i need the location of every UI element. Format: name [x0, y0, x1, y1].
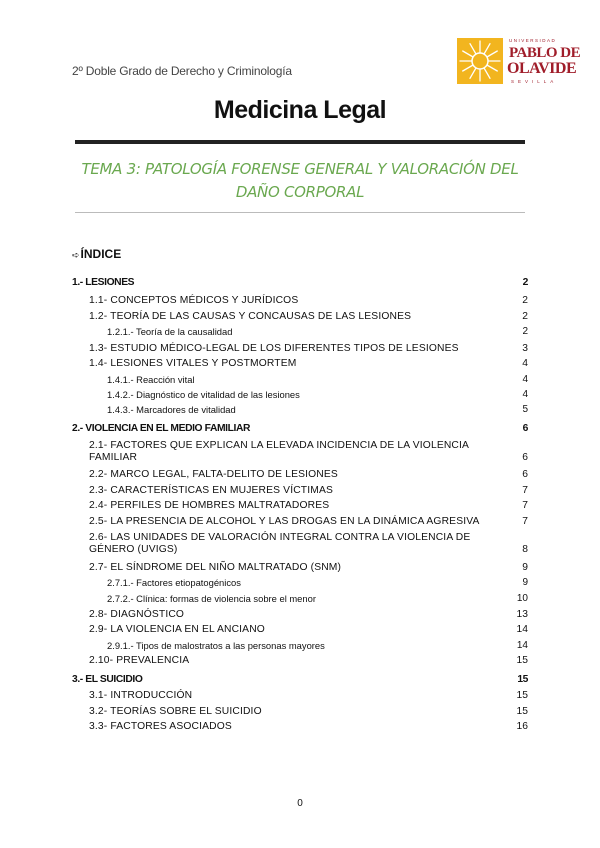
toc-entry-page: 9: [522, 562, 528, 573]
toc-entry[interactable]: [72, 721, 528, 733]
toc-entry-page: 15: [516, 706, 528, 717]
toc-entry[interactable]: [72, 593, 528, 605]
index-heading-text: ÍNDICE: [80, 247, 122, 261]
toc-entry[interactable]: [72, 690, 528, 702]
arrow-bullet-icon: ➪: [72, 250, 80, 260]
toc-entry[interactable]: [72, 562, 528, 574]
toc-entry[interactable]: [72, 423, 528, 435]
toc-entry[interactable]: [72, 577, 528, 589]
toc-entry[interactable]: [72, 655, 528, 667]
logo-line2: OLAVIDE: [507, 60, 577, 77]
sun-emblem-icon: [457, 38, 503, 84]
toc-entry-page: 2: [522, 311, 528, 322]
toc-entry-title: 1.2- TEORÍA DE LAS CAUSAS Y CONCAUSAS DE LAS LESIONES: [89, 311, 412, 322]
toc-entry-page: 3: [522, 343, 528, 354]
page-number: 0: [297, 798, 303, 809]
toc-entry-title: 2.7.1.- Factores etiopatogénicos: [107, 577, 241, 588]
university-logo: [457, 36, 581, 92]
toc-entry-title: 2.4- PERFILES DE HOMBRES MALTRATADORES: [89, 500, 330, 511]
toc-entry[interactable]: [72, 311, 528, 323]
toc-entry-title: 2.6- LAS UNIDADES DE VALORACIÓN INTEGRAL CONTRA LA VIOLENCIA DE GÉNERO (UVIGS): [89, 532, 471, 555]
toc-entry-page: 4: [522, 389, 528, 400]
toc-entry-title: 3.- EL SUICIDIO: [72, 674, 143, 685]
document-title: Medicina Legal: [213, 96, 387, 124]
toc-entry-title: 2.10- PREVALENCIA: [89, 655, 190, 666]
toc-entry[interactable]: [72, 295, 528, 307]
toc-entry-title: 2.2- MARCO LEGAL, FALTA-DELITO DE LESIONES: [89, 469, 338, 480]
toc-entry-title: 1.4- LESIONES VITALES Y POSTMORTEM: [89, 358, 297, 369]
toc-entry-page: 10: [516, 593, 528, 604]
toc-entry-title: 1.4.2.- Diagnóstico de vitalidad de las lesiones: [107, 389, 300, 400]
toc-entry-title: 2.- VIOLENCIA EN EL MEDIO FAMILIAR: [72, 423, 251, 434]
toc-entry-page: 15: [517, 674, 528, 685]
toc-entry-title: 1.1- CONCEPTOS MÉDICOS Y JURÍDICOS: [89, 295, 299, 306]
toc-entry-page: 2: [522, 326, 528, 337]
topic-heading: TEMA 3: PATOLOGÍA FORENSE GENERAL Y VALORACIÓN DEL DAÑO CORPORAL: [81, 160, 519, 201]
toc-entry[interactable]: [72, 440, 528, 464]
toc-entry[interactable]: [72, 516, 528, 528]
toc-entry-page: 15: [516, 690, 528, 701]
toc-entry[interactable]: [72, 277, 528, 289]
toc-entry[interactable]: [72, 485, 528, 497]
toc-entry[interactable]: [72, 609, 528, 621]
toc-entry[interactable]: [72, 389, 528, 401]
toc-entry-title: 1.- LESIONES: [72, 277, 135, 288]
toc-entry-title: 1.2.1.- Teoría de la causalidad: [107, 326, 233, 337]
course-subtitle: 2º Doble Grado de Derecho y Criminología: [72, 64, 292, 78]
toc-entry-title: 2.9.1.- Tipos de malostratos a las personas mayores: [107, 640, 325, 651]
toc-entry[interactable]: [72, 343, 528, 355]
toc-entry-title: 2.7- EL SÍNDROME DEL NIÑO MALTRATADO (SNM): [89, 562, 342, 573]
toc-entry-title: 2.9- LA VIOLENCIA EN EL ANCIANO: [89, 624, 265, 635]
title-divider: [75, 140, 525, 144]
toc-entry-page: 6: [522, 469, 528, 480]
toc-entry-page: 13: [516, 609, 528, 620]
toc-entry[interactable]: [72, 326, 528, 338]
toc-entry[interactable]: [72, 532, 528, 556]
toc-entry-page: 8: [522, 544, 528, 555]
toc-entry-title: 2.1- FACTORES QUE EXPLICAN LA ELEVADA INCIDENCIA DE LA VIOLENCIA FAMILIAR: [89, 440, 469, 463]
topic-divider: [75, 212, 525, 213]
toc-entry-page: 2: [522, 277, 528, 288]
toc-entry-title: 2.3- CARACTERÍSTICAS EN MUJERES VÍCTIMAS: [89, 485, 334, 496]
toc-entry-page: 5: [522, 404, 528, 415]
toc-entry-page: 7: [522, 500, 528, 511]
toc-entry-title: 3.3- FACTORES ASOCIADOS: [89, 721, 232, 732]
toc-entry-page: 7: [522, 516, 528, 527]
toc-entry[interactable]: [72, 404, 528, 416]
toc-entry-page: 4: [522, 374, 528, 385]
toc-entry-page: 6: [522, 452, 528, 463]
toc-entry-page: 7: [522, 485, 528, 496]
toc-entry[interactable]: [72, 500, 528, 512]
toc-entry-page: 15: [516, 655, 528, 666]
toc-entry-title: 2.7.2.- Clínica: formas de violencia sobre el menor: [107, 593, 316, 604]
toc-entry[interactable]: [72, 706, 528, 718]
toc-entry-title: 1.4.3.- Marcadores de vitalidad: [107, 404, 236, 415]
toc-entry[interactable]: [72, 469, 528, 481]
toc-entry[interactable]: [72, 374, 528, 386]
toc-entry-page: 6: [522, 423, 528, 434]
toc-entry-page: 2: [522, 295, 528, 306]
toc-entry-title: 1.4.1.- Reacción vital: [107, 374, 195, 385]
logo-top-text: UNIVERSIDAD: [509, 38, 557, 43]
index-heading: [72, 247, 121, 261]
toc-entry[interactable]: [72, 640, 528, 652]
toc-entry-title: 2.5- LA PRESENCIA DE ALCOHOL Y LAS DROGAS EN LA DINÁMICA AGRESIVA: [89, 516, 480, 527]
logo-bottom-text: SEVILLA: [511, 79, 558, 84]
toc-entry[interactable]: [72, 624, 528, 636]
toc-entry[interactable]: [72, 358, 528, 370]
toc-entry-page: 9: [522, 577, 528, 588]
toc-entry-page: 14: [516, 640, 528, 651]
toc-entry-title: 2.8- DIAGNÓSTICO: [89, 609, 185, 620]
toc-entry-page: 16: [516, 721, 528, 732]
toc-entry[interactable]: [72, 674, 528, 686]
toc-entry-page: 4: [522, 358, 528, 369]
toc-entry-title: 3.2- TEORÍAS SOBRE EL SUICIDIO: [89, 706, 262, 717]
logo-line1: PABLO DE: [509, 45, 581, 61]
toc-entry-page: 14: [516, 624, 528, 635]
toc-entry-title: 1.3- ESTUDIO MÉDICO-LEGAL DE LOS DIFERENTES TIPOS DE LESIONES: [89, 343, 459, 354]
toc-entry-title: 3.1- INTRODUCCIÓN: [89, 690, 193, 701]
